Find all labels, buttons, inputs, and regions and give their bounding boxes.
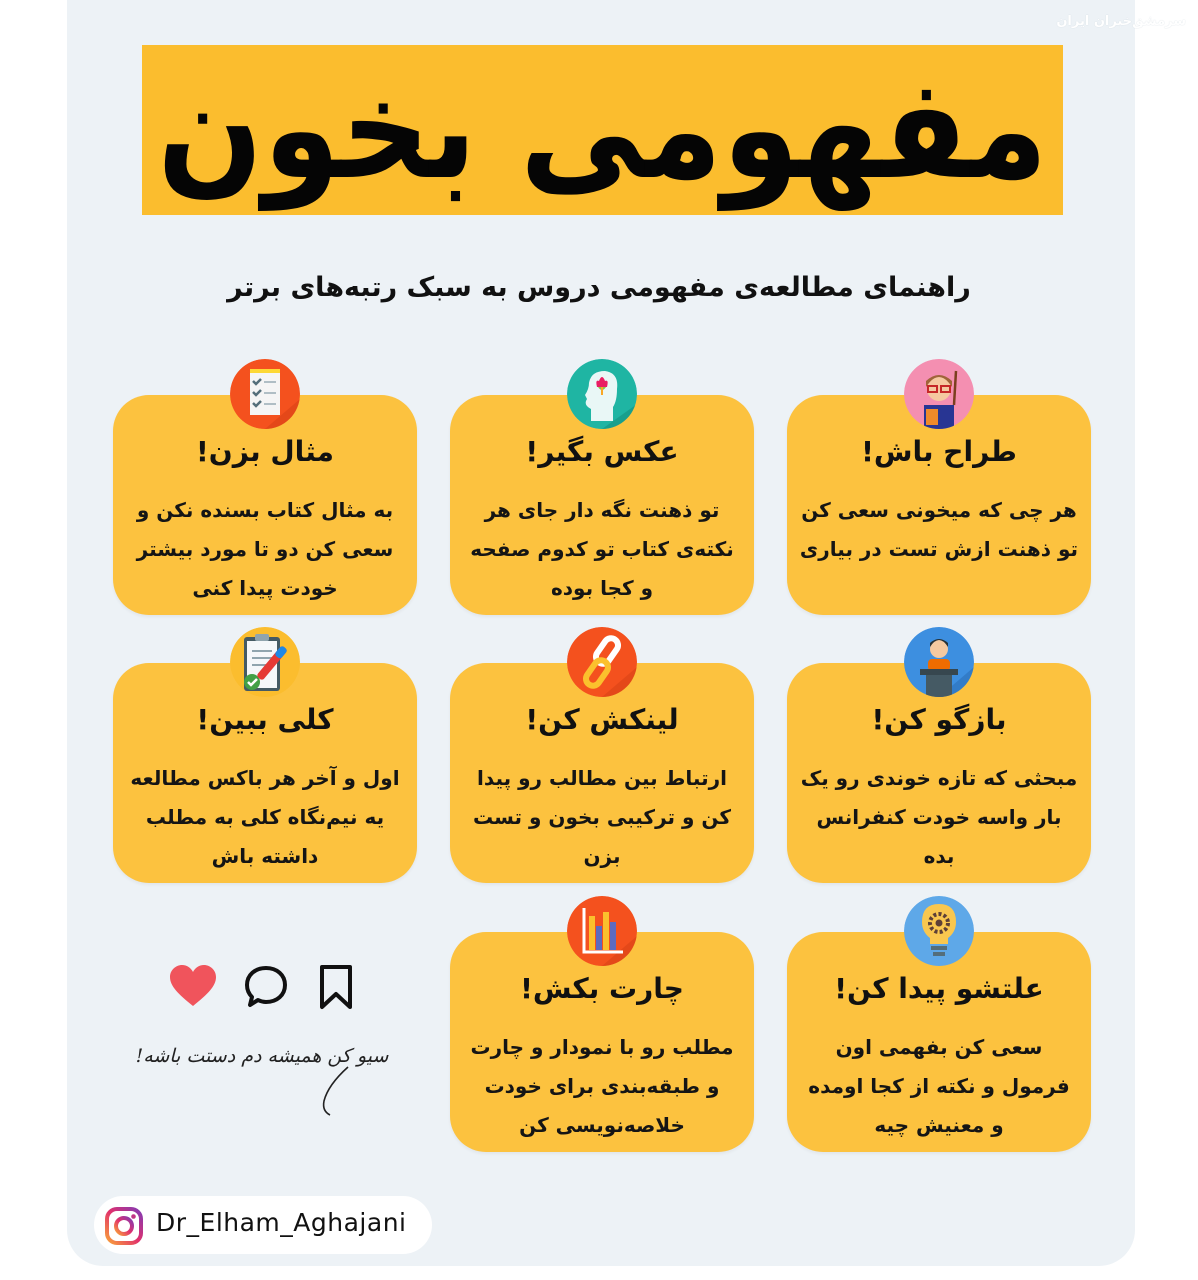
card-body: سعی کن بفهمی اون فرمول و نکته از کجا اومده و معنیش چیه (808, 1035, 1070, 1137)
card-title: چارت بکش! (520, 972, 684, 1005)
card-body: به مثال کتاب بسنده نکن و سعی کن دو تا مورد بیشتر خودت پیدا کنی (136, 498, 394, 600)
social-actions (168, 964, 358, 1014)
card-title: لینکش کن! (525, 703, 679, 736)
instagram-handle-pill[interactable] (94, 1196, 432, 1254)
bar-chart-icon (567, 896, 637, 966)
instagram-handle: Dr_Elham_Aghajani (156, 1208, 407, 1237)
card-title: طراح باش! (861, 435, 1017, 468)
card-title: علتشو پیدا کن! (834, 972, 1044, 1005)
title-banner (142, 45, 1063, 215)
chain-link-icon (567, 627, 637, 697)
watermark-logo: سرمشق‌خبران ایران (1056, 14, 1186, 29)
mind-flower-icon (567, 359, 637, 429)
comment-icon[interactable] (244, 964, 290, 1014)
heart-icon[interactable] (168, 964, 218, 1012)
card-body: اول و آخر هر باکس مطالعه یه نیم‌نگاه کلی به مطلب داشته باش (130, 766, 400, 868)
teacher-icon (904, 359, 974, 429)
page-title: مفهومی بخون (157, 49, 1048, 211)
speaker-podium-icon (904, 627, 974, 697)
tip-card-reason (787, 932, 1091, 1152)
card-body: مطلب رو با نمودار و چارت و طبقه‌بندی برای خودت خلاصه‌نویسی کن (470, 1035, 734, 1137)
handwriting-stroke (318, 1065, 358, 1117)
save-caption: سیو کن همیشه دم دستت باشه! (135, 1045, 389, 1067)
tip-card-link (450, 663, 754, 883)
card-title: کلی ببین! (196, 703, 334, 736)
tip-card-example (113, 395, 417, 615)
clipboard-check-icon (230, 627, 300, 697)
tip-card-chart (450, 932, 754, 1152)
tip-card-snapshot (450, 395, 754, 615)
subtitle: راهنمای مطالعه‌ی مفهومی دروس به سبک رتبه‌های برتر (227, 272, 971, 303)
lightbulb-gear-icon (904, 896, 974, 966)
card-title: مثال بزن! (196, 435, 334, 468)
card-title: بازگو کن! (871, 703, 1007, 736)
instagram-icon (104, 1206, 144, 1250)
tip-card-retell (787, 663, 1091, 883)
tip-card-designer (787, 395, 1091, 615)
bookmark-icon[interactable] (318, 964, 354, 1014)
checklist-icon (230, 359, 300, 429)
card-body: مبحثی که تازه خوندی رو یک بار واسه خودت کنفرانس بده (800, 766, 1078, 868)
card-body: ارتباط بین مطالب رو پیدا کن و ترکیبی بخون و تست بزن (472, 766, 732, 868)
card-body: هر چی که میخونی سعی کن تو ذهنت ازش تست در بیاری (799, 498, 1079, 561)
card-body: تو ذهنت نگه دار جای هر نکته‌ی کتاب تو کدوم صفحه و کجا بوده (470, 498, 734, 600)
tip-card-overview (113, 663, 417, 883)
card-title: عکس بگیر! (525, 435, 679, 468)
